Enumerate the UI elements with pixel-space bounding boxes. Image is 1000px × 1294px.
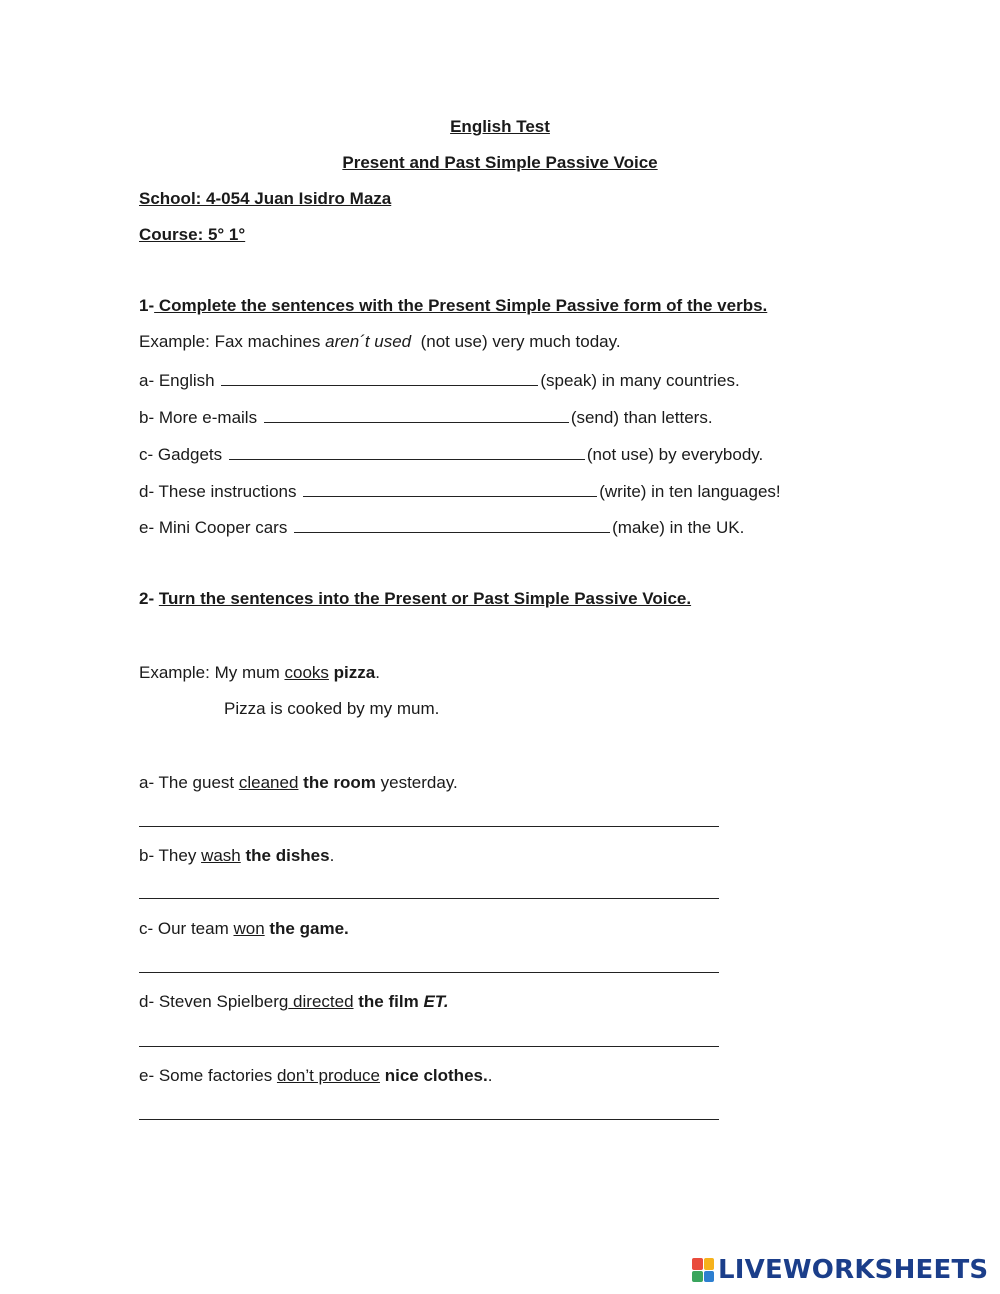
answer-blank[interactable] — [303, 480, 597, 497]
answer-line[interactable] — [139, 1119, 719, 1120]
item-suffix: (make) in the UK. — [612, 518, 745, 537]
item-verb: don’t produce — [276, 1066, 380, 1085]
answer-line[interactable] — [139, 826, 719, 827]
logo-square-icon — [692, 1271, 703, 1283]
section1-item — [139, 443, 763, 465]
item-end: . — [487, 1066, 493, 1085]
section2-example-answer: Pizza is cooked by my mum. — [224, 699, 440, 718]
answer-line[interactable] — [139, 898, 719, 899]
example-object: pizza — [333, 663, 376, 682]
liveworksheets-logo — [692, 1256, 988, 1284]
example-prefix: Example: My mum — [139, 663, 285, 682]
item-end: . — [329, 846, 335, 865]
section2-heading — [139, 589, 691, 609]
section1-example — [139, 332, 621, 352]
logo-text: LIVEWORKSHEETS — [718, 1255, 989, 1285]
item-suffix: (not use) by everybody. — [586, 445, 764, 464]
section1-heading — [139, 296, 767, 316]
school-label: School: 4-054 Juan Isidro Maza — [139, 189, 392, 208]
example-answer: aren´t used — [325, 332, 412, 351]
item-suffix: (write) in ten languages! — [599, 482, 781, 501]
logo-square-icon — [692, 1258, 703, 1270]
answer-line[interactable] — [139, 1046, 719, 1047]
section2-item — [139, 992, 449, 1012]
section1-item — [139, 406, 713, 428]
section2-item — [139, 773, 458, 793]
answer-blank[interactable] — [294, 516, 610, 533]
item-prefix: a- English — [139, 371, 220, 390]
item-prefix: c- Our team — [139, 919, 234, 938]
item-object: the dishes — [245, 846, 330, 865]
answer-blank[interactable] — [229, 443, 585, 460]
item-prefix: e- Mini Cooper cars — [139, 518, 293, 537]
item-end: yesterday. — [375, 773, 458, 792]
logo-square-icon — [704, 1271, 715, 1283]
section2-number: 2- — [139, 589, 155, 608]
item-object: nice clothes. — [384, 1066, 488, 1085]
section1-item — [139, 516, 744, 538]
item-prefix: d- These instructions — [139, 482, 302, 501]
section2-example — [139, 663, 380, 683]
example-prefix: Example: Fax machines — [139, 332, 326, 351]
answer-blank[interactable] — [264, 406, 569, 423]
item-prefix: e- Some factories — [139, 1066, 277, 1085]
section2-item — [139, 919, 349, 939]
section2-item — [139, 1066, 492, 1086]
section1-item — [139, 480, 781, 502]
logo-mark-icon — [692, 1258, 714, 1282]
item-object: the game. — [269, 919, 349, 938]
course-label: Course: 5° 1° — [139, 225, 246, 244]
item-suffix: (send) than letters. — [570, 408, 713, 427]
item-prefix: b- More e-mails — [139, 408, 262, 427]
example-end: . — [375, 663, 380, 682]
section2-instruction: Turn the sentences into the Present or Past Simple Passive Voice. — [158, 589, 692, 608]
item-verb: wash — [201, 846, 241, 865]
section2-item — [139, 846, 334, 866]
item-prefix: c- Gadgets — [139, 445, 227, 464]
page-subtitle: Present and Past Simple Passive Voice — [342, 153, 658, 172]
answer-line[interactable] — [139, 972, 719, 973]
section1-instruction: Complete the sentences with the Present Simple Passive form of the verbs. — [154, 296, 768, 315]
example-verb: cooks — [284, 663, 329, 682]
item-verb: cleaned — [238, 773, 299, 792]
item-object-italic: ET. — [423, 992, 449, 1011]
section1-number: 1- — [139, 296, 155, 315]
example-suffix: (not use) very much today. — [411, 332, 621, 351]
item-prefix: b- They — [139, 846, 202, 865]
item-verb: directed — [288, 992, 354, 1011]
item-object: the film — [358, 992, 424, 1011]
item-object: the room — [303, 773, 376, 792]
item-suffix: (speak) in many countries. — [540, 371, 740, 390]
item-prefix: a- The guest — [139, 773, 239, 792]
logo-square-icon — [704, 1258, 715, 1270]
section1-item — [139, 369, 740, 391]
page-title: English Test — [450, 117, 550, 136]
item-prefix: d- Steven Spielberg — [139, 992, 289, 1011]
answer-blank[interactable] — [221, 369, 538, 386]
item-verb: won — [233, 919, 265, 938]
